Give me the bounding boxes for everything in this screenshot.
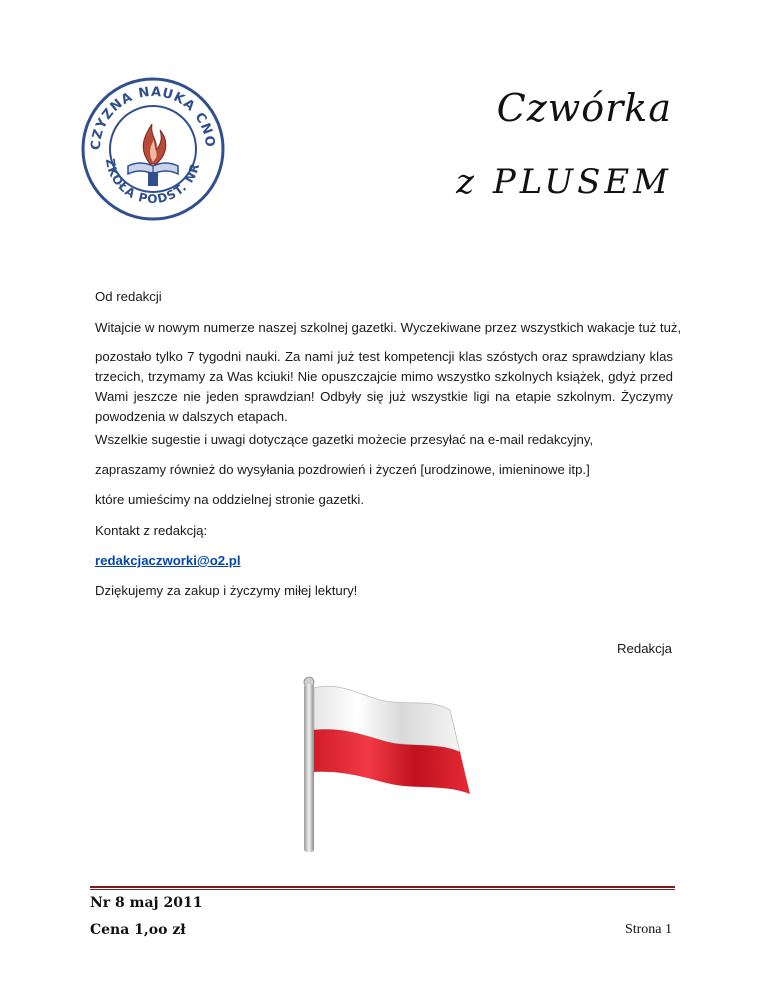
paragraph-greetings: zapraszamy również do wysyłania pozdrowień i życzeń [urodzinowe, imieninowe itp.] bbox=[95, 462, 590, 477]
newsletter-subtitle: z PLUSEM bbox=[456, 162, 672, 202]
footer-rule-thin bbox=[90, 889, 675, 890]
thanks-text: Dziękujemy za zakup i życzymy miłej lektury! bbox=[95, 583, 358, 598]
paragraph-intro: Witajcie w nowym numerze naszej szkolnej gazetki. Wyczekiwane przez wszystkich wakacje tuż tuż, bbox=[95, 320, 682, 335]
signature: Redakcja bbox=[617, 641, 672, 656]
logo-text-bottom: ZKOŁA PODST. NR bbox=[102, 157, 203, 207]
paragraph-page-note: które umieścimy na oddzielnej stronie gazetki. bbox=[95, 492, 365, 507]
section-heading: Od redakcji bbox=[95, 289, 162, 304]
newsletter-title: Czwórka bbox=[496, 86, 672, 130]
contact-label: Kontakt z redakcją: bbox=[95, 523, 208, 538]
paragraph-news: pozostało tylko 7 tygodni nauki. Za nami już test kompetencji klas szóstych oraz sprawdziany klas trzecich, trzymamy za Was kciuki! Nie opuszczajcie mimo wszystko szkolnych książek, gdyż przed Wami jeszcze nie jeden sprawdzian! Odbyły się już wszystkie ligi na etapie szkolnym. Życzymy powodzenia w dalszych etapach. bbox=[95, 349, 673, 424]
paragraph-suggestions: Wszelkie sugestie i uwagi dotyczące gazetki możecie przesyłać na e-mail redakcyjny, bbox=[95, 432, 594, 447]
issue-info: Nr 8 maj 2011 bbox=[90, 895, 203, 911]
price-info: Cena 1,oo zł bbox=[90, 922, 186, 938]
email-link[interactable]: redakcjaczworki@o2.pl bbox=[95, 553, 241, 568]
polish-flag-icon bbox=[282, 660, 482, 855]
school-emblem-icon bbox=[78, 74, 228, 224]
page-number: Strona 1 bbox=[624, 922, 672, 937]
logo-text-top: CZYZNA NAUKA CNO bbox=[88, 84, 218, 151]
footer-rule bbox=[90, 886, 675, 888]
